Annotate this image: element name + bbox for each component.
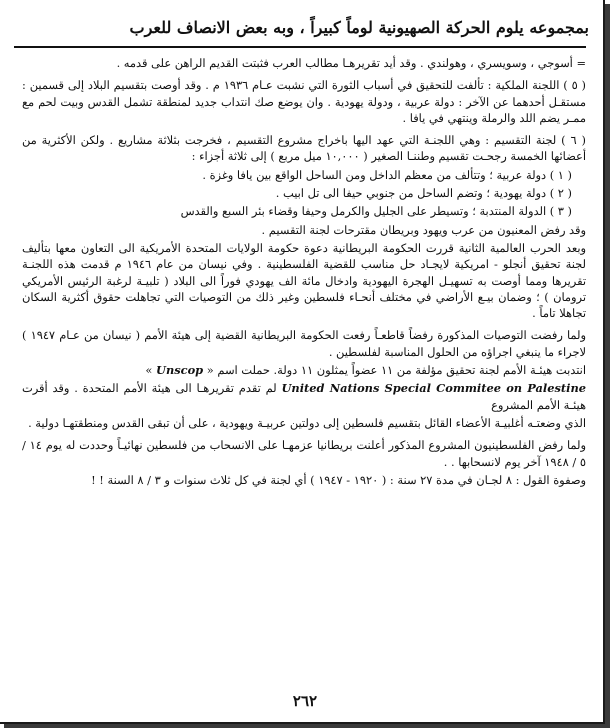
list-item: ( ٢ ) دولة يهودية ؛ وتضم الساحل من جنوبي حيفا الى تل ابيب . bbox=[275, 186, 572, 201]
header-rule bbox=[14, 46, 586, 48]
paragraph bbox=[22, 362, 586, 378]
paragraph: وصفوة القول : ٨ لجـان في مدة ٢٧ سنة : ( ١٩٢٠ - ١٩٤٧ ) أي لجنة في كل ثلاث سنوات و ٣ / ٨ السنة ! ! bbox=[91, 472, 586, 487]
paragraph bbox=[22, 380, 586, 413]
acronym-unscop: Unscop bbox=[156, 363, 204, 378]
paragraph: ولما رفضت التوصيات المذكورة رفضاً قاطعـاً رفعت الحكومة البريطانية القضية إلى هيئة الأمم ( نيسان من عـام ١٩٤٧ ) لاجراء ما ينبغي اجراؤه من الحلول المناسبة لفلسطين . bbox=[22, 328, 586, 359]
paragraph: الذي وضعتـه أغلبيـة الأعضاء القائل بتقسيم فلسطين إلى دولتين عربيـة ويهودية ، على أن تبقى القدس ومنطقتهـا دولية . bbox=[28, 415, 586, 430]
text-run: انتدبت هيئـة الأمم لجنة تحقيق مؤلفة من ١١ عضواً يمثلون ١١ دولة. حملت اسم « bbox=[203, 363, 586, 378]
running-header: بمجموعه يلوم الحركة الصهيونية لوماً كبيراً ، وبه بعض الانصاف للعرب bbox=[129, 18, 589, 37]
frame-shadow-bottom bbox=[4, 724, 610, 728]
paragraph: ولما رفض الفلسطينيون المشروع المذكور أعلنت بريطانيا عزمهـا على الانسحاب من فلسطين نهائيـاً وحددت له يوم ١٤ / ٥ / ١٩٤٨ آخر يوم لانسحابها . . bbox=[22, 438, 586, 469]
frame-shadow-right bbox=[605, 4, 610, 728]
paragraph: ( ٥ ) اللجنة الملكية : تألفت للتحقيق في أسباب الثورة التي نشبت عـام ١٩٣٦ م . وقد أوصت بتقسيم البلاد إلى قسمين : مستقـل أحدهما عن الآخر : دولة عربية ، ودولة يهودية . وان يوضع صك انتداب جديد لمنطقة تشمل القدس وبيت لحم مع ممـر يضم اللد والرملة وينتهي في يافا . bbox=[22, 78, 586, 125]
paragraph: ( ٦ ) لجنة التقسيم : وهي اللجنـة التي عهد اليها باخراج مشروع التقسيم ، فخرجت بثلاثة مشاريع . ولكن الأكثرية من أعضائها الخمسة رجحـت تقسيم وطننـا الصغير ( ١٠,٠٠٠ ميل مربع ) إلى ثلاثة أجزاء : bbox=[22, 133, 586, 164]
committee-name: United Nations Special Commitee on Palestine bbox=[281, 381, 586, 396]
body-text bbox=[22, 55, 586, 490]
paragraph: وبعد الحرب العالمية الثانية قررت الحكومة البريطانية دعوة حكومة الولايات المتحدة الأمريكية الى التعاون معها بتأليف لجنة تحقيق أنجلو - امريكية لايجـاد حل مناسب للقضية الفلسطينية . وفي نيسان من عام ١٩٤٦ م قدمت هذه اللجنـة تقريرها ومما أوصت به تسهيـل الهجرة اليهودية وادخال مائة الف يهودي فوراً الى البلاد ( تلبيـة لرغبة الرئيس الأمريكي ترومان ) ؛ وضمان بيـع الأراضي في مختلف أنحـاء فلسطين وغير ذلك من التوصيات التي تجاهلت حقوق أكثرية السكان تجاهلا تاماً . bbox=[22, 240, 586, 321]
paragraph: = أسوجي ، وسويسري ، وهولندي . وقد أيد تقريرهـا مطالب العرب فثبتت القديم الراهن على قدمه . bbox=[116, 56, 586, 70]
paragraph: وقد رفض المعنيون من عرب ويهود وبريطان مقترحات لجنة التقسيم . bbox=[261, 222, 586, 237]
list-item: ( ١ ) دولة عربية ؛ وتتألف من معظم الداخل ومن الساحل الواقع بين يافا وغزة . bbox=[202, 167, 572, 182]
text-run: » bbox=[145, 363, 157, 378]
list-item: ( ٣ ) الدولة المنتدبة ؛ وتسيطر على الجليل والكرمل وحيفا وقضاء بئر السبع والقدس bbox=[180, 204, 572, 219]
text-run: لم تقدم تقريرهـا الى هيئة الأمم المتحدة . وقد أقرت هيئـة الأمم المشروع bbox=[22, 381, 586, 412]
page-number: ٢٦٢ bbox=[292, 692, 318, 710]
